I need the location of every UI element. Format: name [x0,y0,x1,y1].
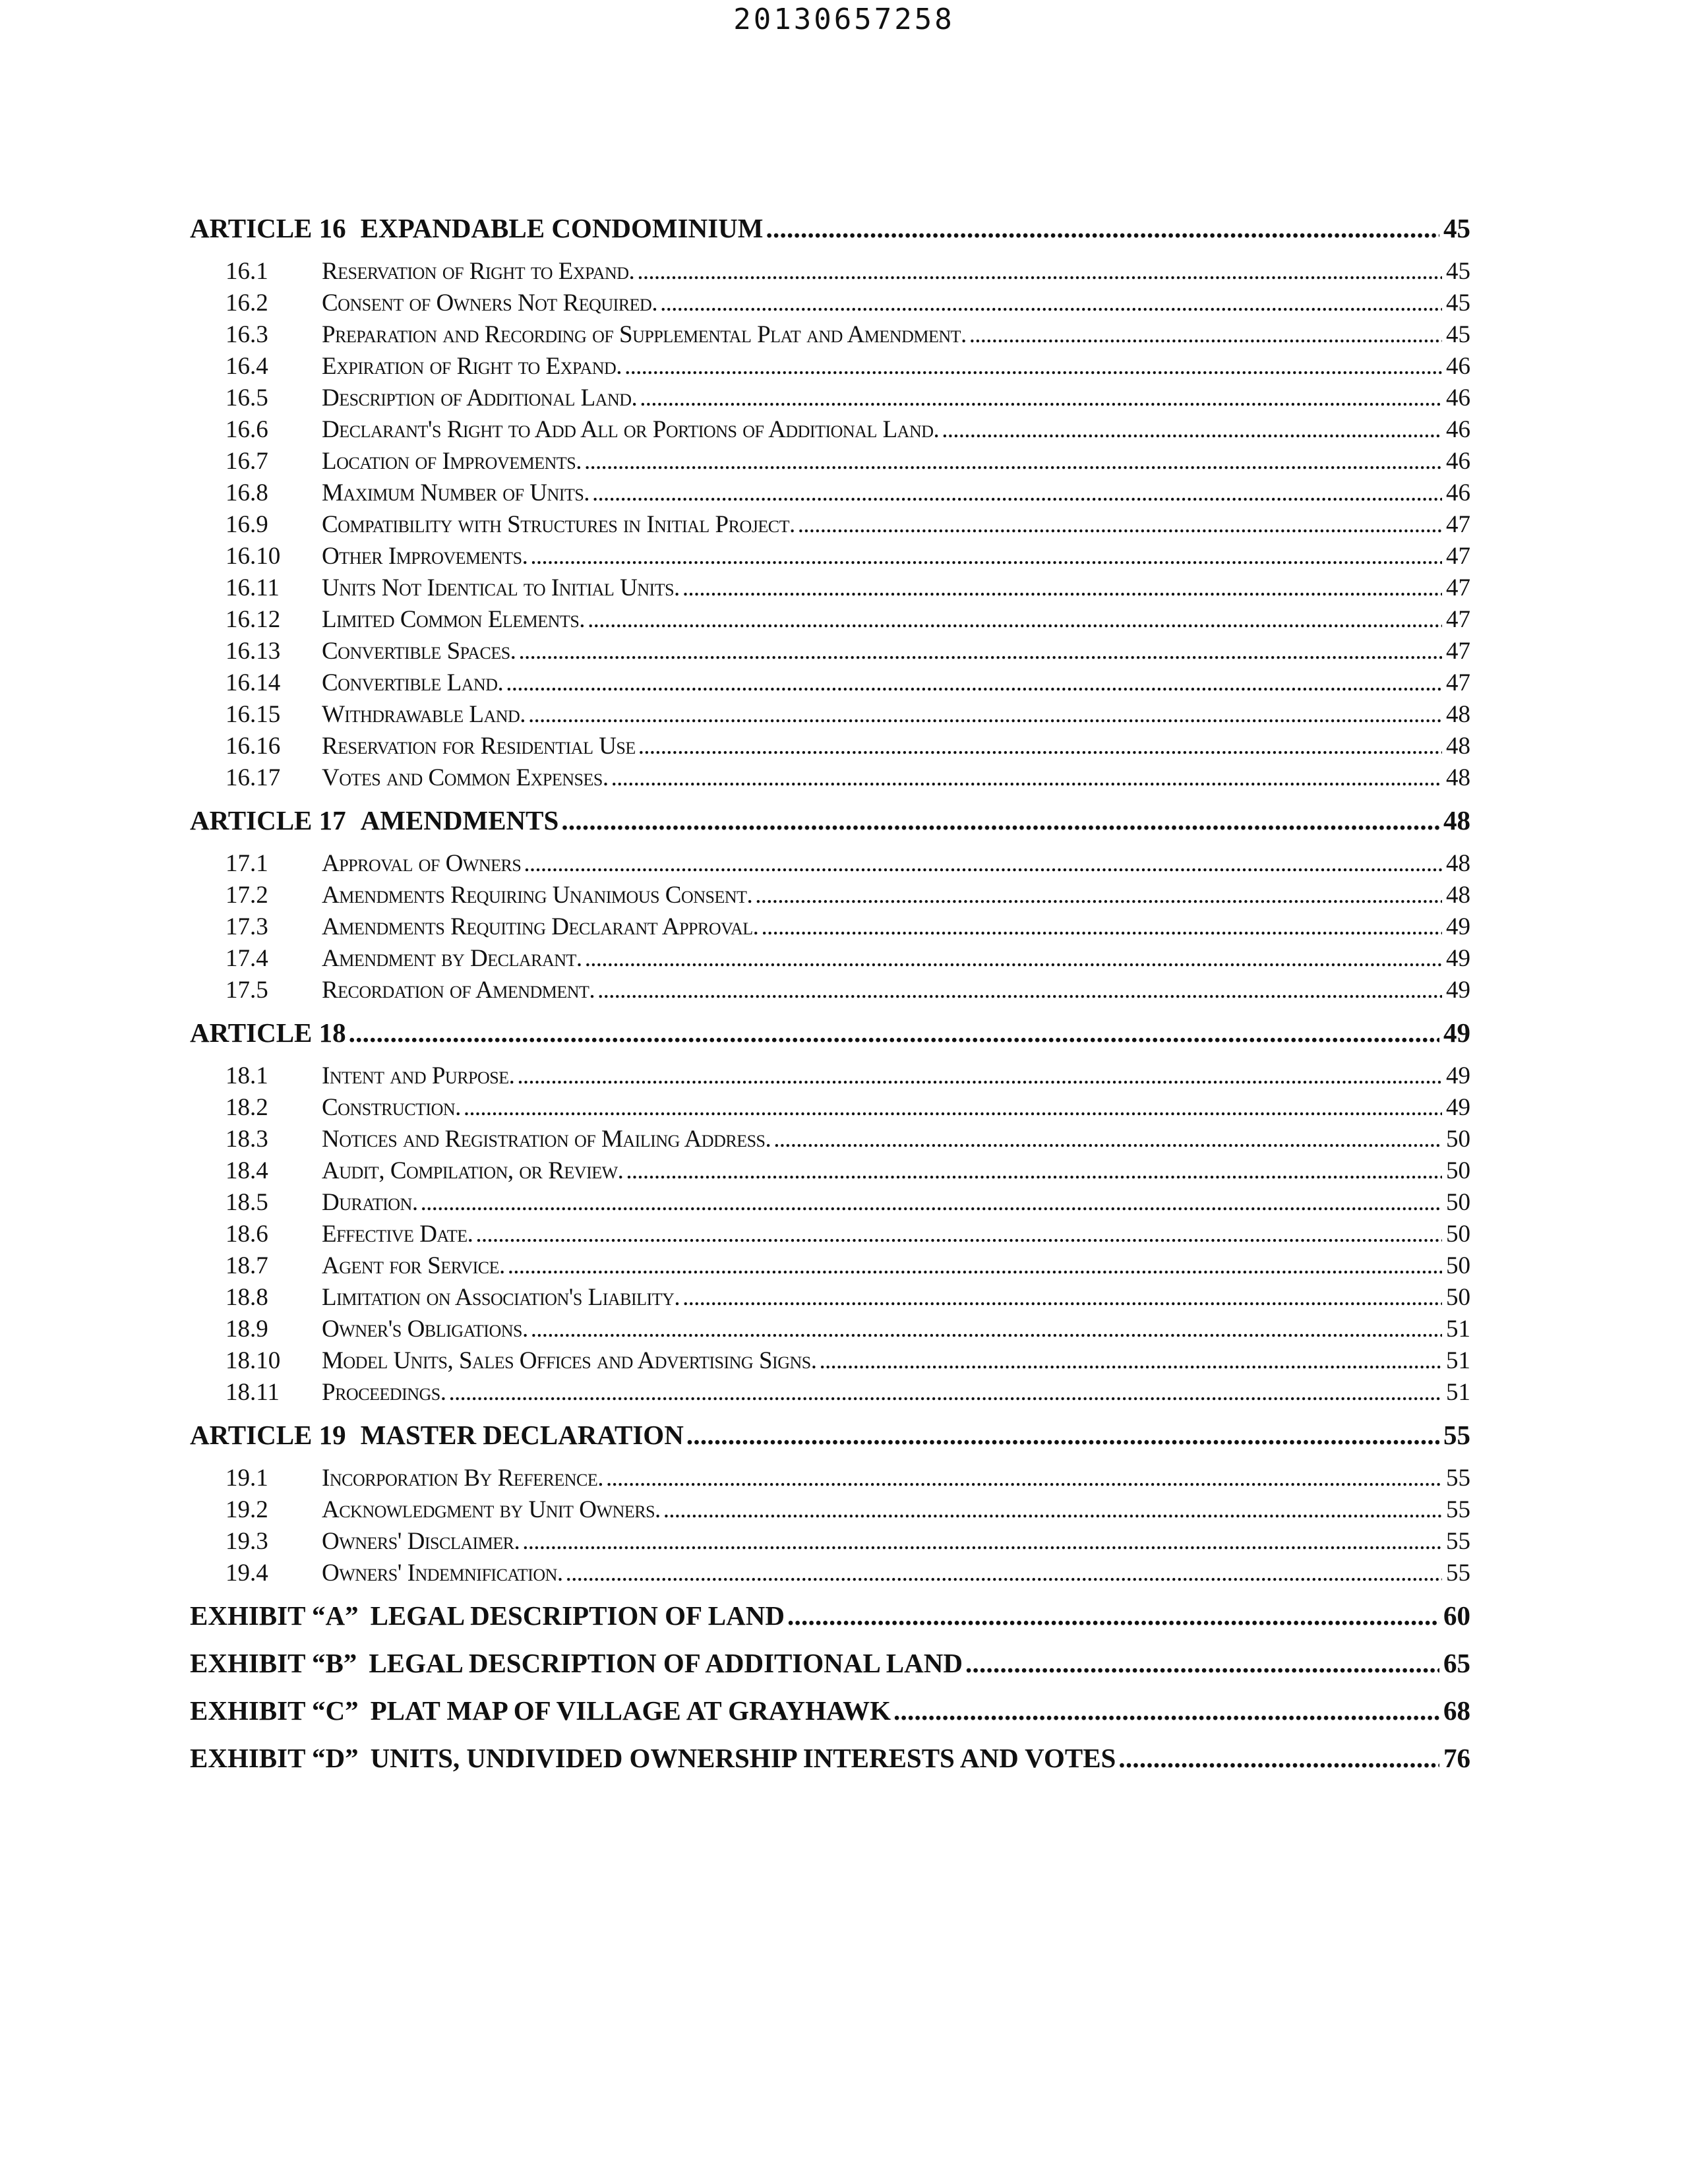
section-title: Consent of Owners Not Required. [322,289,658,317]
dot-leader [755,880,1442,911]
section-title: Description of Additional Land. [322,384,638,411]
section-title: Proceedings. [322,1379,446,1406]
exhibit-label: EXHIBIT “B” [190,1648,357,1678]
toc-entry[interactable] [190,1092,1470,1124]
section-page-number: 45 [1446,258,1470,285]
section-title: Amendment by Declarant. [322,945,582,972]
section-list [190,256,1470,794]
exhibit-heading[interactable] [190,1645,1470,1682]
toc-entry[interactable] [190,943,1470,975]
section-number: 18.11 [226,1379,280,1406]
section-number: 16.14 [226,669,281,696]
article-title: AMENDMENTS [360,805,559,835]
dot-leader [761,911,1442,943]
dot-leader [524,848,1442,880]
section-page-number: 51 [1446,1379,1470,1406]
dot-leader [611,762,1442,794]
section-page-number: 48 [1446,882,1470,909]
section-page-number: 48 [1446,764,1470,791]
dot-leader [819,1345,1442,1377]
exhibit-page-number: 60 [1443,1600,1470,1631]
dot-leader [584,446,1442,477]
dot-leader [638,731,1442,762]
article-label: ARTICLE 19 [190,1420,346,1450]
section-title: Amendments Requiting Declarant Approval. [322,913,759,940]
toc-entry[interactable] [190,319,1470,351]
dot-leader [637,256,1442,288]
section-number: 18.6 [226,1221,268,1248]
section-list [190,1060,1470,1409]
section-page-number: 49 [1446,1094,1470,1121]
dot-leader [464,1092,1442,1124]
toc-entry[interactable] [190,382,1470,414]
section-number: 18.7 [226,1252,268,1279]
dot-leader [893,1692,1439,1729]
article-label: ARTICLE 17 [190,805,346,835]
article-heading[interactable] [190,1416,1470,1453]
toc-entry[interactable] [190,636,1470,667]
section-number: 16.1 [226,258,268,285]
toc-entry[interactable] [190,604,1470,636]
section-number: 16.10 [226,543,281,570]
section-page-number: 50 [1446,1126,1470,1153]
section-number: 16.6 [226,416,268,443]
toc-entry[interactable] [190,699,1470,731]
dot-leader [530,541,1442,572]
section-page-number: 47 [1446,669,1470,696]
section-title: Duration. [322,1189,418,1216]
dot-leader [522,1526,1442,1558]
toc-entry[interactable] [190,667,1470,699]
section-page-number: 49 [1446,977,1470,1004]
exhibit-title: LEGAL DESCRIPTION OF LAND [370,1600,785,1631]
exhibit-page-number: 65 [1443,1648,1470,1678]
toc-article [190,1014,1470,1409]
section-page-number: 55 [1446,1465,1470,1492]
section-title: Preparation and Recording of Supplemental Plat and Amendment. [322,321,967,348]
dot-leader [449,1377,1443,1409]
section-page-number: 50 [1446,1284,1470,1311]
dot-leader [518,636,1442,667]
dot-leader [682,1282,1442,1314]
exhibit-label: EXHIBIT “C” [190,1695,359,1726]
toc-entry[interactable] [190,414,1470,446]
exhibit-page-number: 76 [1443,1743,1470,1773]
section-page-number: 50 [1446,1221,1470,1248]
section-page-number: 48 [1446,850,1470,877]
section-page-number: 46 [1446,353,1470,380]
dot-leader [798,509,1442,541]
toc-entry[interactable] [190,477,1470,509]
toc-article [190,802,1470,1006]
toc-entry[interactable] [190,1060,1470,1092]
section-number: 16.2 [226,289,268,317]
toc-entry[interactable] [190,1155,1470,1187]
exhibit-title: UNITS, UNDIVIDED OWNERSHIP INTERESTS AND VOTES [370,1743,1116,1773]
section-title: Owner's Obligations. [322,1316,528,1343]
article-page-number: 48 [1443,805,1470,835]
section-title: Agent for Service. [322,1252,505,1279]
dot-leader [624,351,1442,382]
toc-entry[interactable] [190,911,1470,943]
section-page-number: 49 [1446,913,1470,940]
section-page-number: 48 [1446,733,1470,760]
dot-leader [475,1219,1442,1250]
section-title: Votes and Common Expenses. [322,764,609,791]
section-page-number: 47 [1446,511,1470,538]
toc-entry[interactable] [190,541,1470,572]
section-page-number: 49 [1446,945,1470,972]
article-heading[interactable] [190,802,1470,839]
section-list [190,1463,1470,1589]
exhibit-page-number: 68 [1443,1695,1470,1726]
toc-entry[interactable] [190,848,1470,880]
section-page-number: 46 [1446,479,1470,506]
dot-leader [517,1060,1442,1092]
section-number: 16.12 [226,606,281,633]
section-number: 16.8 [226,479,268,506]
section-title: Units Not Identical to Initial Units. [322,574,680,601]
section-number: 17.2 [226,882,268,909]
toc-entry[interactable] [190,1250,1470,1282]
section-page-number: 48 [1446,701,1470,728]
section-page-number: 55 [1446,1496,1470,1523]
exhibit-heading[interactable] [190,1692,1470,1729]
section-number: 17.5 [226,977,268,1004]
section-title: Owners' Indemnification. [322,1560,563,1587]
toc-entry[interactable] [190,1494,1470,1526]
dot-leader [506,667,1442,699]
section-number: 16.13 [226,638,281,665]
toc-entry[interactable] [190,446,1470,477]
dot-leader [787,1597,1439,1634]
table-of-contents [190,210,1470,1787]
section-title: Incorporation By Reference. [322,1465,603,1492]
section-number: 17.1 [226,850,268,877]
section-title: Withdrawable Land. [322,701,526,728]
dot-leader [942,414,1442,446]
section-page-number: 51 [1446,1347,1470,1374]
section-number: 18.9 [226,1316,268,1343]
section-title: Intent and Purpose. [322,1062,515,1089]
section-title: Effective Date. [322,1221,473,1248]
dot-leader [660,288,1442,319]
section-title: Convertible Spaces. [322,638,516,665]
section-title: Approval of Owners [322,850,522,877]
section-title: Limitation on Association's Liability. [322,1284,680,1311]
section-title: Compatibility with Structures in Initial Project. [322,511,795,538]
section-page-number: 45 [1446,289,1470,317]
dot-leader [626,1155,1442,1187]
section-number: 16.5 [226,384,268,411]
article-page-number: 55 [1443,1420,1470,1450]
toc-entry[interactable] [190,880,1470,911]
section-number: 16.9 [226,511,268,538]
toc-entry[interactable] [190,256,1470,288]
section-page-number: 47 [1446,606,1470,633]
section-page-number: 46 [1446,384,1470,411]
section-title: Model Units, Sales Offices and Advertising Signs. [322,1347,817,1374]
section-number: 16.17 [226,764,281,791]
section-number: 16.11 [226,574,280,601]
section-number: 19.3 [226,1528,268,1555]
toc-entry[interactable] [190,731,1470,762]
section-title: Expiration of Right to Expand. [322,353,622,380]
toc-entry[interactable] [190,1282,1470,1314]
dot-leader [588,604,1442,636]
dot-leader [773,1124,1442,1155]
section-page-number: 46 [1446,448,1470,475]
section-number: 17.3 [226,913,268,940]
article-page-number: 49 [1443,1017,1470,1048]
dot-leader [561,802,1439,839]
section-page-number: 47 [1446,638,1470,665]
dot-leader [528,699,1442,731]
exhibit-heading[interactable] [190,1740,1470,1776]
section-list [190,848,1470,1006]
section-number: 19.1 [226,1465,268,1492]
dot-leader [965,1645,1439,1682]
dot-leader [682,572,1442,604]
dot-leader [663,1494,1442,1526]
section-title: Limited Common Elements. [322,606,586,633]
section-number: 18.10 [226,1347,281,1374]
toc-entry[interactable] [190,1558,1470,1589]
toc-entry[interactable] [190,975,1470,1006]
article-title: EXPANDABLE CONDOMINIUM [360,213,764,243]
exhibit-title: LEGAL DESCRIPTION OF ADDITIONAL LAND [369,1648,963,1678]
toc-entry[interactable] [190,1187,1470,1219]
section-title: Reservation of Right to Expand. [322,258,635,285]
dot-leader [686,1416,1439,1453]
toc-entry[interactable] [190,288,1470,319]
section-title: Location of Improvements. [322,448,582,475]
section-title: Owners' Disclaimer. [322,1528,520,1555]
section-number: 16.16 [226,733,281,760]
section-title: Declarant's Right to Add All or Portions of Additional Land. [322,416,940,443]
toc-entry[interactable] [190,572,1470,604]
dot-leader [349,1014,1439,1051]
section-number: 18.2 [226,1094,268,1121]
section-page-number: 47 [1446,543,1470,570]
dot-leader [1118,1740,1439,1776]
toc-entry[interactable] [190,1219,1470,1250]
section-page-number: 49 [1446,1062,1470,1089]
exhibit-heading[interactable] [190,1597,1470,1634]
dot-leader [585,943,1442,975]
section-page-number: 50 [1446,1157,1470,1184]
section-page-number: 50 [1446,1189,1470,1216]
article-title: MASTER DECLARATION [360,1420,684,1450]
article-page-number: 45 [1443,213,1470,243]
section-page-number: 47 [1446,574,1470,601]
toc-entry[interactable] [190,1377,1470,1409]
dot-leader [969,319,1442,351]
document-number: 20130657258 [733,3,955,36]
toc-article [190,1416,1470,1589]
section-number: 16.4 [226,353,268,380]
section-page-number: 51 [1446,1316,1470,1343]
exhibit-label: EXHIBIT “D” [190,1743,359,1773]
section-title: Audit, Compilation, or Review. [322,1157,624,1184]
dot-leader [531,1314,1442,1345]
exhibit-title: PLAT MAP OF VILLAGE AT GRAYHAWK [370,1695,891,1726]
section-number: 17.4 [226,945,268,972]
section-title: Reservation for Residential Use [322,733,636,760]
toc-entry[interactable] [190,1124,1470,1155]
section-number: 19.4 [226,1560,268,1587]
article-heading[interactable] [190,1014,1470,1051]
toc-entry[interactable] [190,1314,1470,1345]
dot-leader [766,210,1439,247]
toc-articles [190,210,1470,1589]
section-number: 18.5 [226,1189,268,1216]
toc-entry[interactable] [190,1526,1470,1558]
toc-exhibits [190,1597,1470,1776]
article-heading[interactable] [190,210,1470,247]
section-number: 18.3 [226,1126,268,1153]
section-number: 16.15 [226,701,281,728]
section-title: Maximum Number of Units. [322,479,590,506]
section-page-number: 45 [1446,321,1470,348]
dot-leader [421,1187,1442,1219]
article-label: ARTICLE 16 [190,213,346,243]
section-title: Acknowledgment by Unit Owners. [322,1496,661,1523]
toc-entry[interactable] [190,509,1470,541]
dot-leader [640,382,1442,414]
toc-entry[interactable] [190,1463,1470,1494]
section-title: Notices and Registration of Mailing Address. [322,1126,771,1153]
section-title: Construction. [322,1094,461,1121]
section-title: Convertible Land. [322,669,504,696]
section-page-number: 46 [1446,416,1470,443]
exhibit-label: EXHIBIT “A” [190,1600,359,1631]
section-title: Other Improvements. [322,543,528,570]
dot-leader [508,1250,1442,1282]
toc-article [190,210,1470,794]
toc-entry[interactable] [190,351,1470,382]
section-page-number: 55 [1446,1560,1470,1587]
section-number: 16.3 [226,321,268,348]
section-number: 18.1 [226,1062,268,1089]
section-title: Amendments Requiring Unanimous Consent. [322,882,753,909]
dot-leader [566,1558,1442,1589]
section-number: 16.7 [226,448,268,475]
section-title: Recordation of Amendment. [322,977,595,1004]
article-label: ARTICLE 18 [190,1017,346,1048]
dot-leader [606,1463,1442,1494]
section-number: 18.8 [226,1284,268,1311]
section-page-number: 50 [1446,1252,1470,1279]
toc-entry[interactable] [190,762,1470,794]
section-page-number: 55 [1446,1528,1470,1555]
dot-leader [597,975,1442,1006]
section-number: 19.2 [226,1496,268,1523]
toc-entry[interactable] [190,1345,1470,1377]
section-number: 18.4 [226,1157,268,1184]
dot-leader [592,477,1442,509]
